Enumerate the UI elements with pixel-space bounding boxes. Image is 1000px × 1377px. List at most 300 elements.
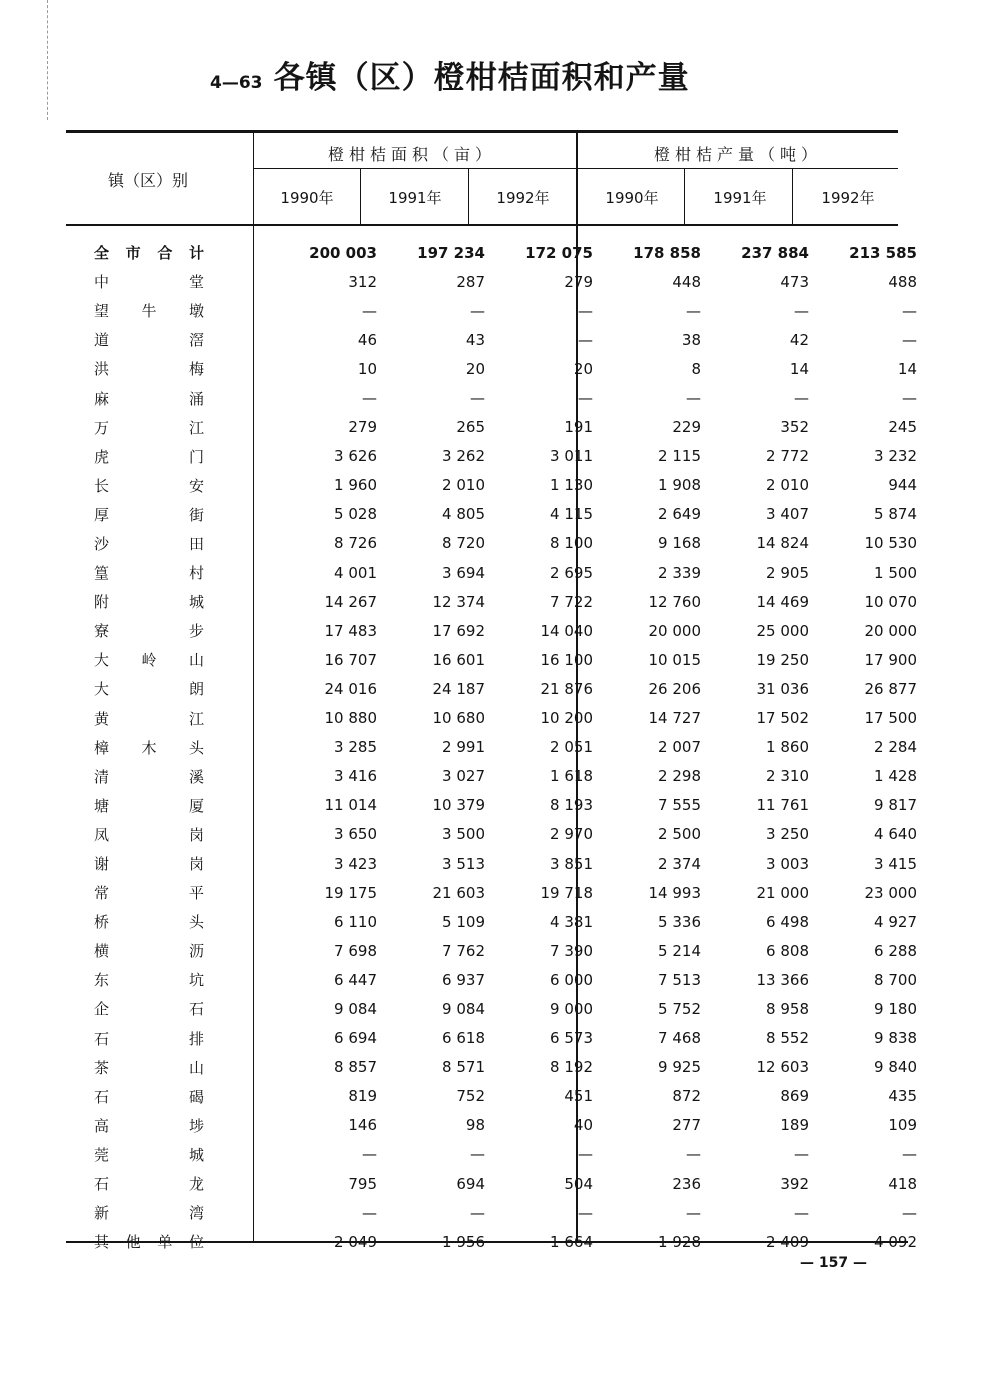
value-cell: 21 603 <box>432 883 485 902</box>
value-cell: 4 381 <box>550 912 593 931</box>
value-cell: 14 993 <box>648 883 701 902</box>
row-name-cell <box>70 442 277 471</box>
value-cell: 172 075 <box>525 243 593 262</box>
year-header-area-1991: 1991年 <box>388 189 442 207</box>
value-cell: 9 925 <box>658 1058 701 1077</box>
value-cell: 2 772 <box>766 447 809 466</box>
value-cell: 279 <box>348 418 377 437</box>
value-cell: 21 000 <box>756 883 809 902</box>
value-cell: 26 877 <box>864 679 917 698</box>
row-name: 石 排 <box>94 1029 204 1048</box>
value-cell: 4 115 <box>550 505 593 524</box>
value-cell: 19 718 <box>540 883 593 902</box>
value-cell: 178 858 <box>633 243 701 262</box>
value-cell: 9 084 <box>442 999 485 1018</box>
value-cell: 20 <box>465 359 485 378</box>
row-name-cell <box>70 354 277 383</box>
value-cell: 2 991 <box>442 738 485 757</box>
value-cell: 473 <box>780 272 809 291</box>
value-cell: 488 <box>888 272 917 291</box>
value-cell: 7 513 <box>658 970 701 989</box>
value-cell: 5 874 <box>874 505 917 524</box>
value-cell: 10 530 <box>864 534 917 553</box>
value-cell: 16 601 <box>432 650 485 669</box>
row-name-cell <box>70 1198 277 1227</box>
value-cell: 752 <box>456 1087 485 1106</box>
row-name-cell <box>70 674 277 703</box>
table-row <box>70 791 925 820</box>
row-name-cell <box>70 267 277 296</box>
row-name: 高 埗 <box>94 1116 204 1135</box>
row-name-cell <box>70 733 277 762</box>
row-name-cell <box>70 878 277 907</box>
value-cell: 944 <box>888 476 917 495</box>
value-cell: 1 664 <box>550 1232 593 1251</box>
table-row <box>70 1053 925 1082</box>
row-name-cell <box>70 994 277 1023</box>
value-cell: 213 585 <box>849 243 917 262</box>
value-cell: 3 416 <box>334 767 377 786</box>
table-row <box>70 878 925 907</box>
row-name: 凤 岗 <box>94 825 204 844</box>
value-cell: — <box>578 301 593 320</box>
row-name: 樟 木 头 <box>94 738 204 757</box>
value-cell: 3 851 <box>550 854 593 873</box>
value-cell: 40 <box>573 1116 593 1135</box>
value-cell: — <box>470 389 485 408</box>
value-cell: 2 905 <box>766 563 809 582</box>
value-cell: 2 010 <box>442 476 485 495</box>
value-cell: 3 027 <box>442 767 485 786</box>
row-name: 大 岭 山 <box>94 651 204 670</box>
value-cell: — <box>470 1203 485 1222</box>
table-row <box>70 296 925 325</box>
value-cell: 6 694 <box>334 1029 377 1048</box>
yield-group-header: 橙柑桔产量（吨） <box>654 145 823 164</box>
year-header-yield-1991: 1991年 <box>713 189 767 207</box>
value-cell: 277 <box>672 1116 701 1135</box>
value-cell: 236 <box>672 1174 701 1193</box>
row-name-cell <box>70 907 277 936</box>
value-cell: 4 092 <box>874 1232 917 1251</box>
value-cell: 3 407 <box>766 505 809 524</box>
value-cell: — <box>902 389 917 408</box>
year-header-yield-1990: 1990年 <box>605 189 659 207</box>
row-name-cell <box>70 471 277 500</box>
value-cell: 2 051 <box>550 738 593 757</box>
year-header-area-1992: 1992年 <box>496 189 550 207</box>
row-name-cell <box>70 762 277 791</box>
row-name: 桥 头 <box>94 913 204 932</box>
value-cell: 265 <box>456 418 485 437</box>
value-cell: 1 956 <box>442 1232 485 1251</box>
value-cell: 12 603 <box>756 1058 809 1077</box>
table-row <box>70 1111 925 1140</box>
value-cell: 200 003 <box>309 243 377 262</box>
table-title-text: 各镇（区）橙柑桔面积和产量 <box>273 60 690 96</box>
value-cell: 7 468 <box>658 1029 701 1048</box>
value-cell: 11 014 <box>324 796 377 815</box>
value-cell: 8 571 <box>442 1058 485 1077</box>
row-name: 沙 田 <box>94 534 204 553</box>
value-cell: 8 193 <box>550 796 593 815</box>
value-cell: 17 500 <box>864 709 917 728</box>
value-cell: 16 707 <box>324 650 377 669</box>
value-cell: 2 298 <box>658 767 701 786</box>
value-cell: 14 727 <box>648 709 701 728</box>
value-cell: — <box>470 301 485 320</box>
row-name-cell <box>70 529 277 558</box>
table-row <box>70 529 925 558</box>
value-cell: 8 192 <box>550 1058 593 1077</box>
value-cell: 2 284 <box>874 738 917 757</box>
value-cell: 1 908 <box>658 476 701 495</box>
row-name: 莞 城 <box>94 1145 204 1164</box>
value-cell: 418 <box>888 1174 917 1193</box>
value-cell: 10 200 <box>540 709 593 728</box>
value-cell: — <box>686 301 701 320</box>
row-name-cell <box>70 965 277 994</box>
table-row <box>70 1169 925 1198</box>
value-cell: 2 695 <box>550 563 593 582</box>
row-name-cell <box>70 558 277 587</box>
value-cell: 13 366 <box>756 970 809 989</box>
table-row <box>70 558 925 587</box>
row-name-cell <box>70 936 277 965</box>
value-cell: 1 500 <box>874 563 917 582</box>
value-cell: 21 876 <box>540 679 593 698</box>
table-row <box>70 413 925 442</box>
value-cell: 7 555 <box>658 796 701 815</box>
value-cell: 3 626 <box>334 447 377 466</box>
value-cell: 9 180 <box>874 999 917 1018</box>
value-cell: 9 168 <box>658 534 701 553</box>
value-cell: 5 214 <box>658 941 701 960</box>
row-name: 新 湾 <box>94 1204 204 1223</box>
value-cell: 6 937 <box>442 970 485 989</box>
row-name: 谢 岗 <box>94 855 204 874</box>
value-cell: — <box>578 389 593 408</box>
value-cell: 2 049 <box>334 1232 377 1251</box>
value-cell: 6 808 <box>766 941 809 960</box>
value-cell: 197 234 <box>417 243 485 262</box>
value-cell: 8 958 <box>766 999 809 1018</box>
value-cell: — <box>578 1145 593 1164</box>
table-row <box>70 1082 925 1111</box>
value-cell: 869 <box>780 1087 809 1106</box>
table-row <box>70 1140 925 1169</box>
value-cell: 3 423 <box>334 854 377 873</box>
year-header-area-1990: 1990年 <box>280 189 334 207</box>
value-cell: 2 649 <box>658 505 701 524</box>
table-row <box>70 616 925 645</box>
value-cell: 2 115 <box>658 447 701 466</box>
area-group-header: 橙柑桔面积（亩） <box>328 145 497 164</box>
value-cell: 191 <box>564 418 593 437</box>
row-name-cell <box>70 1169 277 1198</box>
table-row <box>70 587 925 616</box>
total-row <box>70 238 925 267</box>
row-name-cell <box>70 1053 277 1082</box>
value-cell: 9 840 <box>874 1058 917 1077</box>
value-cell: 1 860 <box>766 738 809 757</box>
table-row <box>70 762 925 791</box>
row-name-cell <box>70 849 277 878</box>
row-name: 东 坑 <box>94 971 204 990</box>
value-cell: 20 <box>573 359 593 378</box>
value-cell: 109 <box>888 1116 917 1135</box>
table-row <box>70 442 925 471</box>
value-cell: 3 513 <box>442 854 485 873</box>
row-name: 寮 步 <box>94 622 204 641</box>
row-name-cell <box>70 791 277 820</box>
value-cell: 7 722 <box>550 592 593 611</box>
value-cell: 3 250 <box>766 825 809 844</box>
value-cell: 287 <box>456 272 485 291</box>
row-name-cell <box>70 413 277 442</box>
row-name-cell <box>70 1111 277 1140</box>
row-name: 篁 村 <box>94 564 204 583</box>
table-body <box>70 238 925 1256</box>
row-name: 麻 涌 <box>94 389 204 408</box>
value-cell: 14 267 <box>324 592 377 611</box>
value-cell: — <box>578 330 593 349</box>
value-cell: 43 <box>465 330 485 349</box>
value-cell: 3 415 <box>874 854 917 873</box>
row-name: 塘 厦 <box>94 796 204 815</box>
value-cell: 8 700 <box>874 970 917 989</box>
value-cell: 5 752 <box>658 999 701 1018</box>
value-cell: 2 409 <box>766 1232 809 1251</box>
value-cell: 392 <box>780 1174 809 1193</box>
row-name: 黄 江 <box>94 709 204 728</box>
value-cell: 1 130 <box>550 476 593 495</box>
value-cell: — <box>686 1203 701 1222</box>
row-name: 全 市 合 计 <box>94 244 204 263</box>
table-row <box>70 267 925 296</box>
table-row <box>70 907 925 936</box>
value-cell: — <box>470 1145 485 1164</box>
row-name: 大 朗 <box>94 680 204 699</box>
value-cell: 2 374 <box>658 854 701 873</box>
value-cell: 31 036 <box>756 679 809 698</box>
value-cell: 694 <box>456 1174 485 1193</box>
row-name-cell <box>70 587 277 616</box>
table-row <box>70 1227 925 1256</box>
value-cell: — <box>686 1145 701 1164</box>
table-row <box>70 674 925 703</box>
value-cell: 146 <box>348 1116 377 1135</box>
row-name: 清 溪 <box>94 767 204 786</box>
value-cell: 12 760 <box>648 592 701 611</box>
value-cell: 14 469 <box>756 592 809 611</box>
value-cell: 8 720 <box>442 534 485 553</box>
value-cell: 2 010 <box>766 476 809 495</box>
row-name: 石 龙 <box>94 1175 204 1194</box>
value-cell: 8 <box>691 359 701 378</box>
table-row <box>70 354 925 383</box>
value-cell: 2 007 <box>658 738 701 757</box>
value-cell: 3 285 <box>334 738 377 757</box>
row-name: 附 城 <box>94 593 204 612</box>
value-cell: — <box>794 301 809 320</box>
value-cell: — <box>794 389 809 408</box>
value-cell: 4 640 <box>874 825 917 844</box>
value-cell: 24 016 <box>324 679 377 698</box>
value-cell: 14 040 <box>540 621 593 640</box>
row-name: 茶 山 <box>94 1058 204 1077</box>
value-cell: 42 <box>789 330 809 349</box>
row-name-cell <box>70 820 277 849</box>
value-cell: 98 <box>465 1116 485 1135</box>
value-cell: 3 011 <box>550 447 593 466</box>
value-cell: 38 <box>681 330 701 349</box>
value-cell: — <box>686 389 701 408</box>
value-cell: 6 000 <box>550 970 593 989</box>
value-cell: 229 <box>672 418 701 437</box>
row-name: 虎 门 <box>94 447 204 466</box>
value-cell: — <box>902 1203 917 1222</box>
top-rule <box>66 130 898 133</box>
value-cell: 20 000 <box>864 621 917 640</box>
table-row <box>70 471 925 500</box>
value-cell: 8 726 <box>334 534 377 553</box>
value-cell: 19 250 <box>756 650 809 669</box>
value-cell: 9 084 <box>334 999 377 1018</box>
value-cell: 6 288 <box>874 941 917 960</box>
value-cell: 7 762 <box>442 941 485 960</box>
binding-margin-line <box>47 0 48 120</box>
value-cell: 14 <box>897 359 917 378</box>
row-name-cell <box>70 1140 277 1169</box>
row-label-header: 镇（区）别 <box>108 171 189 190</box>
value-cell: 9 000 <box>550 999 593 1018</box>
row-name: 洪 梅 <box>94 360 204 379</box>
table-row <box>70 994 925 1023</box>
value-cell: 24 187 <box>432 679 485 698</box>
value-cell: 189 <box>780 1116 809 1135</box>
value-cell: 12 374 <box>432 592 485 611</box>
value-cell: 20 000 <box>648 621 701 640</box>
row-name: 横 沥 <box>94 942 204 961</box>
value-cell: 5 028 <box>334 505 377 524</box>
value-cell: — <box>362 1145 377 1164</box>
value-cell: 9 817 <box>874 796 917 815</box>
page-number: — 157 — <box>800 1255 867 1271</box>
value-cell: 25 000 <box>756 621 809 640</box>
value-cell: 8 552 <box>766 1029 809 1048</box>
value-cell: 23 000 <box>864 883 917 902</box>
value-cell: 312 <box>348 272 377 291</box>
row-name-cell <box>70 645 277 674</box>
value-cell: 4 805 <box>442 505 485 524</box>
table-row <box>70 849 925 878</box>
value-cell: 6 498 <box>766 912 809 931</box>
table-row <box>70 820 925 849</box>
value-cell: 1 618 <box>550 767 593 786</box>
value-cell: 2 339 <box>658 563 701 582</box>
value-cell: 2 970 <box>550 825 593 844</box>
value-cell: 8 100 <box>550 534 593 553</box>
value-cell: 7 390 <box>550 941 593 960</box>
value-cell: 3 500 <box>442 825 485 844</box>
value-cell: 14 <box>789 359 809 378</box>
table-row <box>70 383 925 412</box>
value-cell: 46 <box>357 330 377 349</box>
value-cell: 3 694 <box>442 563 485 582</box>
value-cell: 795 <box>348 1174 377 1193</box>
value-cell: 6 618 <box>442 1029 485 1048</box>
row-name: 中 堂 <box>94 273 204 292</box>
row-name: 万 江 <box>94 418 204 437</box>
value-cell: 4 927 <box>874 912 917 931</box>
value-cell: 6 447 <box>334 970 377 989</box>
value-cell: 435 <box>888 1087 917 1106</box>
value-cell: — <box>794 1145 809 1164</box>
value-cell: 352 <box>780 418 809 437</box>
row-name-cell <box>70 238 277 267</box>
value-cell: 17 483 <box>324 621 377 640</box>
value-cell: — <box>362 1203 377 1222</box>
value-cell: 10 015 <box>648 650 701 669</box>
value-cell: — <box>902 330 917 349</box>
row-name-cell <box>70 1082 277 1111</box>
table-row <box>70 704 925 733</box>
value-cell: 14 824 <box>756 534 809 553</box>
value-cell: 17 692 <box>432 621 485 640</box>
table-row <box>70 965 925 994</box>
table-row <box>70 645 925 674</box>
value-cell: 448 <box>672 272 701 291</box>
value-cell: 3 232 <box>874 447 917 466</box>
row-name-cell <box>70 1024 277 1053</box>
value-cell: 10 379 <box>432 796 485 815</box>
row-name: 企 石 <box>94 1000 204 1019</box>
value-cell: 237 884 <box>741 243 809 262</box>
value-cell: 26 206 <box>648 679 701 698</box>
row-name: 望 牛 墩 <box>94 302 204 321</box>
value-cell: 2 500 <box>658 825 701 844</box>
value-cell: 10 070 <box>864 592 917 611</box>
table-row <box>70 936 925 965</box>
value-cell: 10 880 <box>324 709 377 728</box>
value-cell: 19 175 <box>324 883 377 902</box>
value-cell: 9 838 <box>874 1029 917 1048</box>
value-cell: 1 960 <box>334 476 377 495</box>
value-cell: 3 650 <box>334 825 377 844</box>
row-name-cell <box>70 296 277 325</box>
value-cell: 872 <box>672 1087 701 1106</box>
table-title <box>210 52 690 97</box>
value-cell: 16 100 <box>540 650 593 669</box>
value-cell: 6 573 <box>550 1029 593 1048</box>
data-table <box>70 238 925 1256</box>
value-cell: 819 <box>348 1087 377 1106</box>
row-name: 常 平 <box>94 884 204 903</box>
value-cell: 5 109 <box>442 912 485 931</box>
table-number: 4—63 <box>210 73 263 93</box>
row-name-cell <box>70 500 277 529</box>
value-cell: 6 110 <box>334 912 377 931</box>
row-name: 道 滘 <box>94 331 204 350</box>
value-cell: 279 <box>564 272 593 291</box>
value-cell: 3 262 <box>442 447 485 466</box>
value-cell: 10 <box>357 359 377 378</box>
value-cell: 2 310 <box>766 767 809 786</box>
year-header-yield-1992: 1992年 <box>821 189 875 207</box>
value-cell: 5 336 <box>658 912 701 931</box>
value-cell: 8 857 <box>334 1058 377 1077</box>
